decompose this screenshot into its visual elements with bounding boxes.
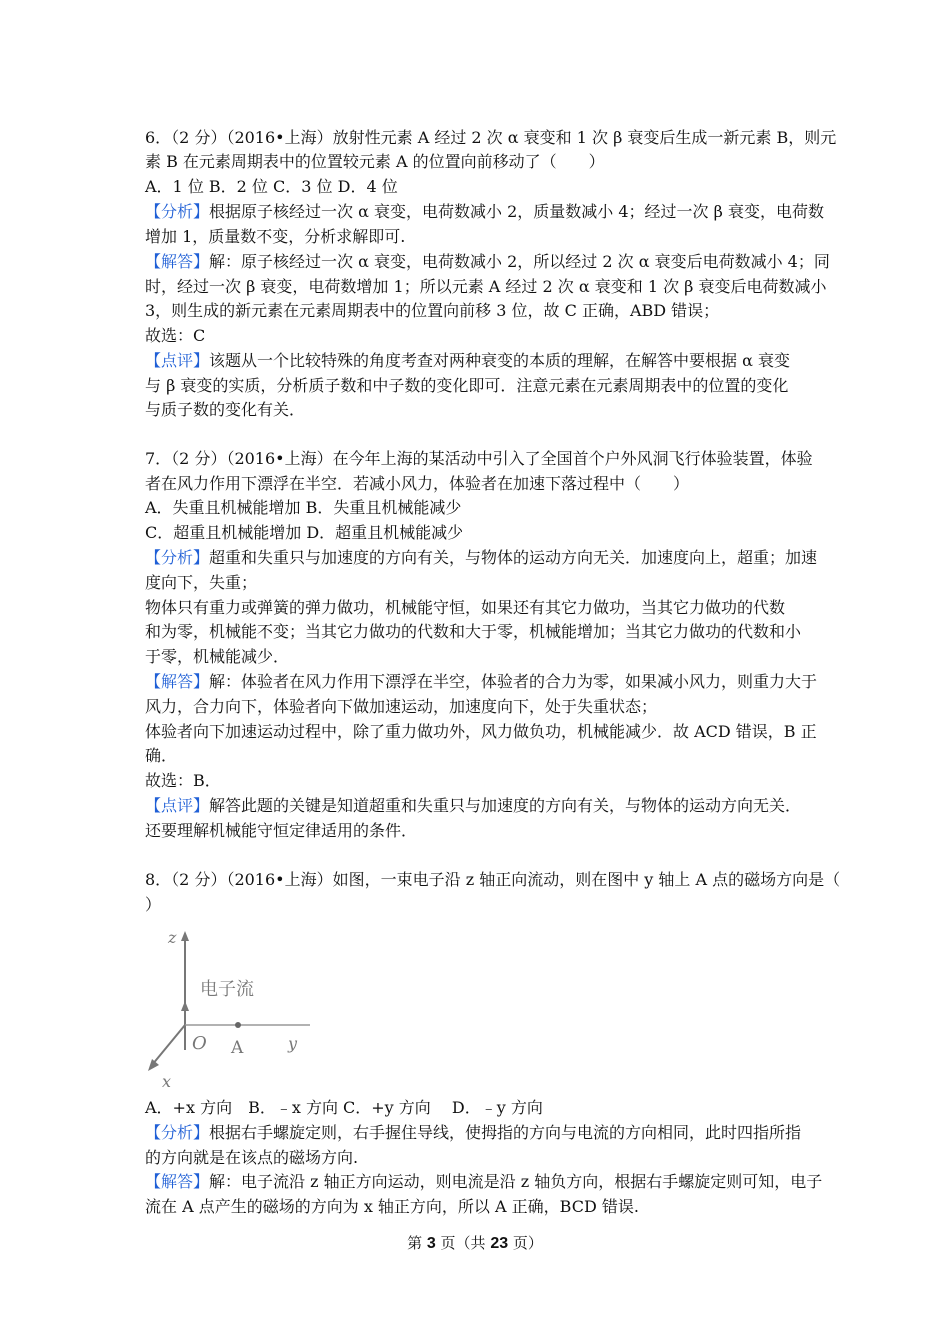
q7-stem-line-2: 者在风力作用下漂浮在半空．若减小风力，体验者在加速下落过程中（ ）	[145, 474, 690, 493]
x-axis	[152, 1025, 185, 1065]
q6-answer-line-2: 时，经过一次 β 衰变，电荷数增加 1；所以元素 A 经过 2 次 α 衰变和 1 次 β 衰变后电荷数减小	[145, 277, 827, 296]
q8-stem-line-2: ）	[145, 895, 162, 914]
q7-analysis-line-5: 于零，机械能减少．	[145, 647, 290, 666]
stream-label: 电子流	[200, 979, 254, 1000]
q8-options: A．+x 方向 B．﹣x 方向 C．+y 方向 D．﹣y 方向	[145, 1098, 543, 1117]
electron-flow-arrow	[181, 1001, 189, 1011]
q7-options-line-2: C．超重且机械能增加 D．超重且机械能减少	[145, 523, 464, 542]
analysis-tag: 【分析】	[145, 1123, 210, 1142]
q7-answer-text-1: 解：体验者在风力作用下漂浮在半空，体验者的合力为零，如果减小风力，则重力大于	[209, 672, 818, 691]
q7-comment-text-1: 解答此题的关键是知道超重和失重只与加速度的方向有关，与物体的运动方向无关．	[209, 796, 802, 815]
q6-analysis-line-1	[145, 200, 824, 224]
q7-answer-line-5: 故选：B．	[145, 771, 221, 790]
q6-answer-text-1: 解：原子核经过一次 α 衰变，电荷数减小 2，所以经过 2 次 α 衰变后电荷数减小 4；同	[209, 252, 830, 271]
q8-analysis-text-1: 根据右手螺旋定则，右手握住导线，使拇指的方向与电流的方向相同，此时四指所指	[209, 1123, 802, 1142]
q6-analysis-text-1: 根据原子核经过一次 α 衰变，电荷数减小 2，质量数减小 4；经过一次 β 衰变，电荷数	[209, 202, 824, 221]
comment-tag: 【点评】	[145, 796, 210, 815]
q8-answer-line-1	[145, 1170, 822, 1194]
y-label: y	[288, 1034, 298, 1053]
footer-suffix: 页）	[508, 1234, 543, 1252]
z-axis-arrowhead	[181, 931, 189, 941]
q7-answer-line-1	[145, 670, 817, 694]
x-axis-arrowhead	[148, 1059, 159, 1071]
axes-figure	[140, 925, 320, 1090]
q6-options: A．1 位 B．2 位 C．3 位 D．4 位	[145, 177, 398, 196]
origin-label: O	[192, 1033, 207, 1054]
q7-comment-line-2: 还要理解机械能守恒定律适用的条件．	[145, 821, 418, 840]
q8-answer-line-2: 流在 A 点产生的磁场的方向为 x 轴正方向，所以 A 正确，BCD 错误.	[145, 1197, 639, 1216]
q6-answer-line-4: 故选：C	[145, 326, 206, 345]
page-number: 3	[426, 1235, 436, 1252]
point-a-dot	[235, 1022, 241, 1028]
q7-analysis-line-1	[145, 546, 817, 570]
q7-stem-line-1: 7．（2 分）（2016•上海）在今年上海的某活动中引入了全国首个户外风洞飞行体验装置，体验	[145, 449, 813, 468]
analysis-tag: 【分析】	[145, 548, 210, 567]
answer-tag: 【解答】	[145, 1172, 210, 1191]
q6-answer-line-1	[145, 250, 830, 274]
q7-answer-line-4: 确．	[145, 746, 178, 765]
footer-middle: 页（共	[435, 1234, 491, 1252]
q6-comment-line-3: 与质子数的变化有关．	[145, 400, 306, 419]
page-footer	[0, 1232, 950, 1255]
z-label: z	[168, 928, 177, 947]
footer-prefix: 第	[407, 1234, 427, 1252]
q7-answer-line-2: 风力，合力向下，体验者向下做加速运动，加速度向下，处于失重状态；	[145, 697, 658, 716]
q6-stem-line-1: 6．（2 分）（2016•上海）放射性元素 A 经过 2 次 α 衰变和 1 次 β 衰变后生成一新元素 B，则元	[145, 128, 837, 147]
q6-stem-line-2: 素 B 在元素周期表中的位置较元素 A 的位置向前移动了（ ）	[145, 152, 605, 171]
q7-analysis-line-2: 度向下，失重；	[145, 573, 258, 592]
q7-analysis-text-1: 超重和失重只与加速度的方向有关，与物体的运动方向无关．加速度向上，超重；加速	[209, 548, 818, 567]
q7-analysis-line-4: 和为零，机械能不变；当其它力做功的代数和大于零，机械能增加；当其它力做功的代数和小	[145, 622, 802, 641]
q7-comment-line-1	[145, 794, 801, 818]
point-a-label: A	[231, 1038, 244, 1058]
q8-analysis-line-1	[145, 1121, 801, 1145]
q6-analysis-line-2: 增加 1，质量数不变，分析求解即可.	[145, 227, 406, 246]
q8-answer-text-1: 解：电子流沿 z 轴正方向运动，则电流是沿 z 轴负方向，根据右手螺旋定则可知，电子	[209, 1172, 823, 1191]
q6-comment-line-1	[145, 349, 790, 373]
page-total: 23	[490, 1235, 509, 1252]
q6-comment-text-1: 该题从一个比较特殊的角度考查对两种衰变的本质的理解，在解答中要根据 α 衰变	[209, 351, 790, 370]
q8-analysis-line-2: 的方向就是在该点的磁场方向.	[145, 1148, 359, 1167]
analysis-tag: 【分析】	[145, 202, 210, 221]
x-label: x	[162, 1072, 172, 1090]
q6-comment-line-2: 与 β 衰变的实质，分析质子数和中子数的变化即可．注意元素在元素周期表中的位置的变化	[145, 376, 789, 395]
q7-answer-line-3: 体验者向下加速运动过程中，除了重力做功外，风力做负功，机械能减少．故 ACD 错误，B 正	[145, 722, 817, 741]
q7-analysis-line-3: 物体只有重力或弹簧的弹力做功，机械能守恒，如果还有其它力做功，当其它力做功的代数	[145, 598, 786, 617]
q7-options-line-1: A．失重且机械能增加 B．失重且机械能减少	[145, 498, 462, 517]
answer-tag: 【解答】	[145, 672, 210, 691]
q6-answer-line-3: 3，则生成的新元素在元素周期表中的位置向前移 3 位，故 C 正确，ABD 错误；	[145, 301, 720, 320]
comment-tag: 【点评】	[145, 351, 210, 370]
answer-tag: 【解答】	[145, 252, 210, 271]
q8-stem-line-1: 8．（2 分）（2016•上海）如图，一束电子沿 z 轴正向流动，则在图中 y 轴上 A 点的磁场方向是（	[145, 870, 841, 889]
